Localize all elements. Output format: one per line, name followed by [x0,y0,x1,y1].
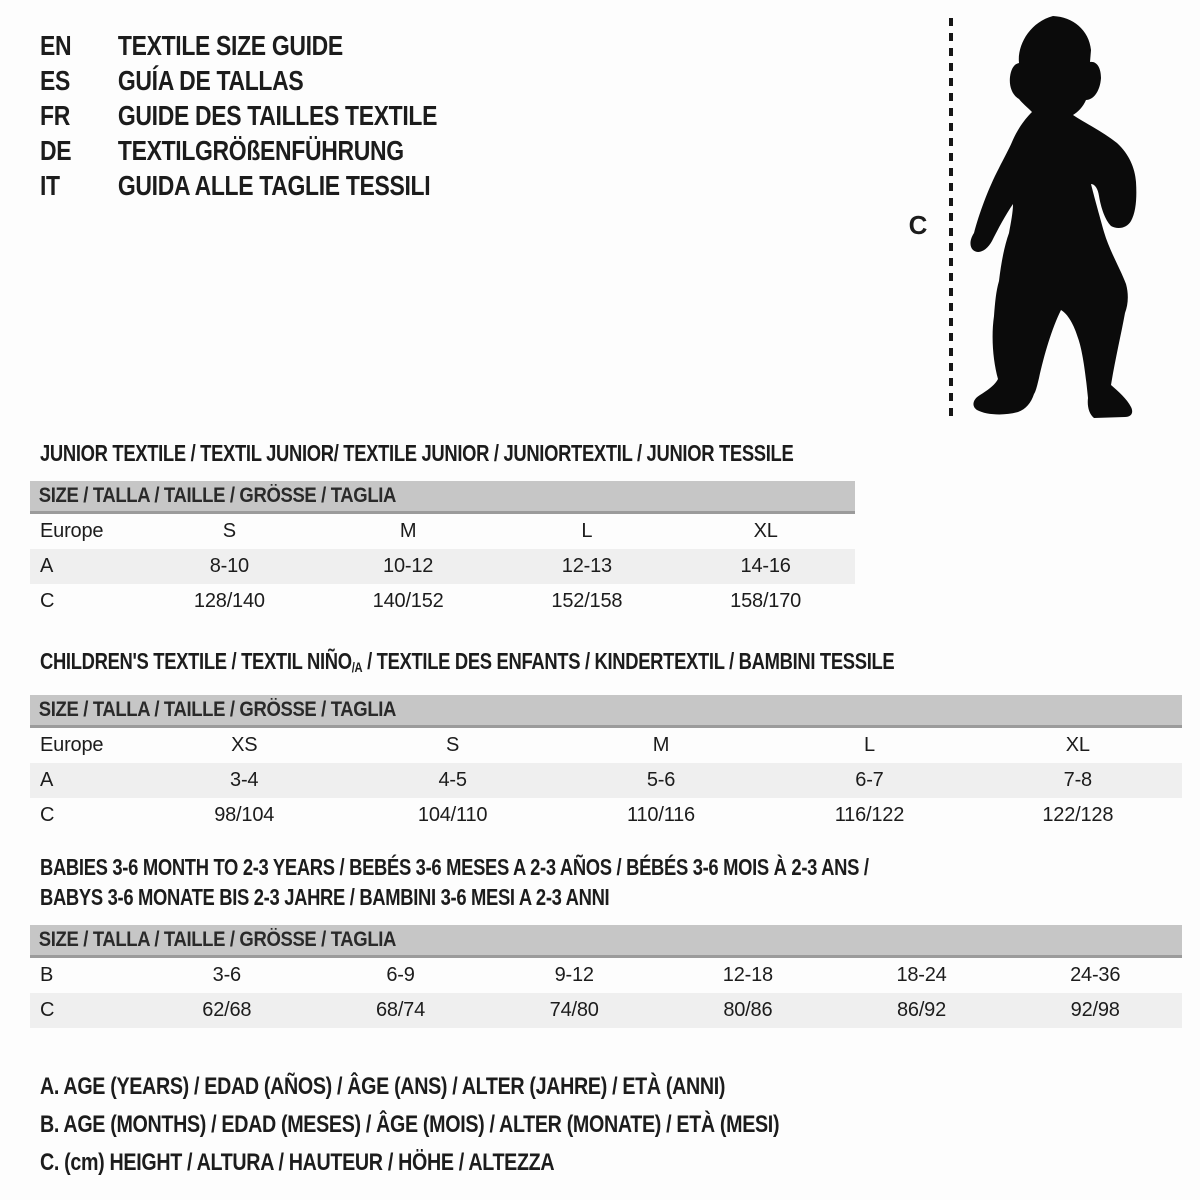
row-label: A [40,555,54,577]
table-cell: 3-6 [212,964,241,986]
table-cell: 3-4 [230,769,259,791]
section-junior-textile [30,438,855,619]
section-title-segment: BABIES 3-6 MONTH TO 2-3 YEARS / BEBÉS 3-6 MESES A 2-3 AÑOS / BÉBÉS 3-6 MOIS À 2-3 ANS / [40,854,869,880]
guide-title: GUÍA DE TALLAS [117,64,304,96]
row-label: C [40,804,55,826]
legend-line-c: C. (cm) HEIGHT / ALTURA / HAUTEUR / HÖHE / ALTEZZA [40,1149,555,1176]
table-cell: 10-12 [383,555,434,577]
table-cell: 128/140 [193,590,265,612]
section-title-segment: / TEXTILE DES ENFANTS / KINDERTEXTIL / BAMBINI TESSILE [362,648,895,674]
table-cell: 12-13 [561,555,612,577]
height-measure-label: C [908,210,928,240]
language-row [40,168,437,203]
language-code: ES [40,64,70,96]
table-cell: M [399,520,417,542]
language-row [40,133,437,168]
size-header-bar [30,925,1182,958]
row-label: B [40,964,54,986]
height-measure-figure [880,0,1200,430]
table-cell: 14-16 [740,555,791,577]
table-row [30,958,1182,993]
section-title-segment: JUNIOR TEXTILE / TEXTIL JUNIOR/ TEXTILE JUNIOR / JUNIORTEXTIL / JUNIOR TESSILE [40,440,794,466]
guide-title: GUIDA ALLE TAGLIE TESSILI [117,169,431,201]
table-cell: 74/80 [549,999,599,1021]
table-row [30,728,1182,763]
size-header-label: SIZE / TALLA / TAILLE / GRÖSSE / TAGLIA [38,698,397,721]
section-babies-textile [30,852,1182,1028]
table-cell: 86/92 [896,999,947,1021]
table-row [30,514,855,549]
table-cell: 152/158 [551,590,623,612]
size-header-label: SIZE / TALLA / TAILLE / GRÖSSE / TAGLIA [38,928,397,951]
table-cell: 104/110 [417,804,488,826]
language-code: DE [40,134,72,166]
section-title-segment: BABYS 3-6 MONATE BIS 2-3 JAHRE / BAMBINI 3-6 MESI A 2-3 ANNI [40,884,610,910]
table-cell: 92/98 [1070,999,1120,1021]
guide-title: GUIDE DES TAILLES TEXTILE [117,99,438,131]
table-cell: 68/74 [375,999,426,1021]
table-cell: 98/104 [214,804,275,826]
table-cell: 12-18 [722,964,773,986]
size-header-label: SIZE / TALLA / TAILLE / GRÖSSE / TAGLIA [38,484,397,507]
legend-line-a: A. AGE (YEARS) / EDAD (AÑOS) / ÂGE (ANS) / ALTER (JAHRE) / ETÀ (ANNI) [40,1073,726,1100]
language-row [40,98,437,133]
table-cell: 9-12 [554,964,594,986]
language-code: FR [40,99,70,131]
table-row [30,584,855,619]
table-cell: S [446,734,460,756]
section-title [40,646,954,682]
table-cell: 7-8 [1063,769,1092,791]
language-title-list [40,28,437,203]
table-row [30,549,855,584]
guide-title: TEXTILE SIZE GUIDE [117,29,343,61]
table-cell: L [863,734,875,756]
language-row [40,28,437,63]
language-row [40,63,437,98]
table-cell: XL [753,520,778,542]
row-label: Europe [40,734,104,756]
table-cell: 6-7 [855,769,884,791]
size-header-bar [30,481,855,514]
table-row [30,993,1182,1028]
row-label: A [40,769,54,791]
section-title [40,852,954,912]
section-title [40,438,794,468]
language-code: EN [40,29,72,61]
size-table-body [30,514,855,619]
table-cell: 18-24 [896,964,947,986]
table-cell: 4-5 [438,769,467,791]
toddler-silhouette [970,16,1136,418]
row-label: Europe [40,520,104,542]
size-table-body [30,958,1182,1028]
row-label: C [40,590,55,612]
table-cell: 62/68 [202,999,252,1021]
table-cell: 24-36 [1070,964,1121,986]
guide-title: TEXTILGRÖßENFÜHRUNG [117,134,404,166]
table-cell: 116/122 [834,804,905,826]
table-cell: 110/116 [627,804,695,826]
size-table-body [30,728,1182,833]
table-cell: 80/86 [723,999,773,1021]
table-row [30,763,1182,798]
measurement-legend [40,1068,779,1182]
table-cell: M [652,734,670,756]
table-row [30,798,1182,833]
section-title-segment: /A [351,659,363,675]
table-cell: 8-10 [209,555,249,577]
language-code: IT [40,169,60,201]
legend-line-b: B. AGE (MONTHS) / EDAD (MESES) / ÂGE (MOIS) / ALTER (MONATE) / ETÀ (MESI) [40,1111,780,1138]
table-cell: 158/170 [730,590,802,612]
row-label: C [40,999,55,1021]
table-cell: 122/128 [1042,804,1114,826]
section-title-segment: CHILDREN'S TEXTILE / TEXTIL NIÑO [40,648,352,674]
table-cell: XL [1065,734,1090,756]
size-header-bar [30,695,1182,728]
table-cell: S [222,520,236,542]
table-cell: 140/152 [372,590,444,612]
table-cell: 5-6 [646,769,676,791]
table-cell: L [581,520,593,542]
section-children-textile [30,646,1182,833]
table-cell: XS [231,734,258,756]
table-cell: 6-9 [386,964,415,986]
